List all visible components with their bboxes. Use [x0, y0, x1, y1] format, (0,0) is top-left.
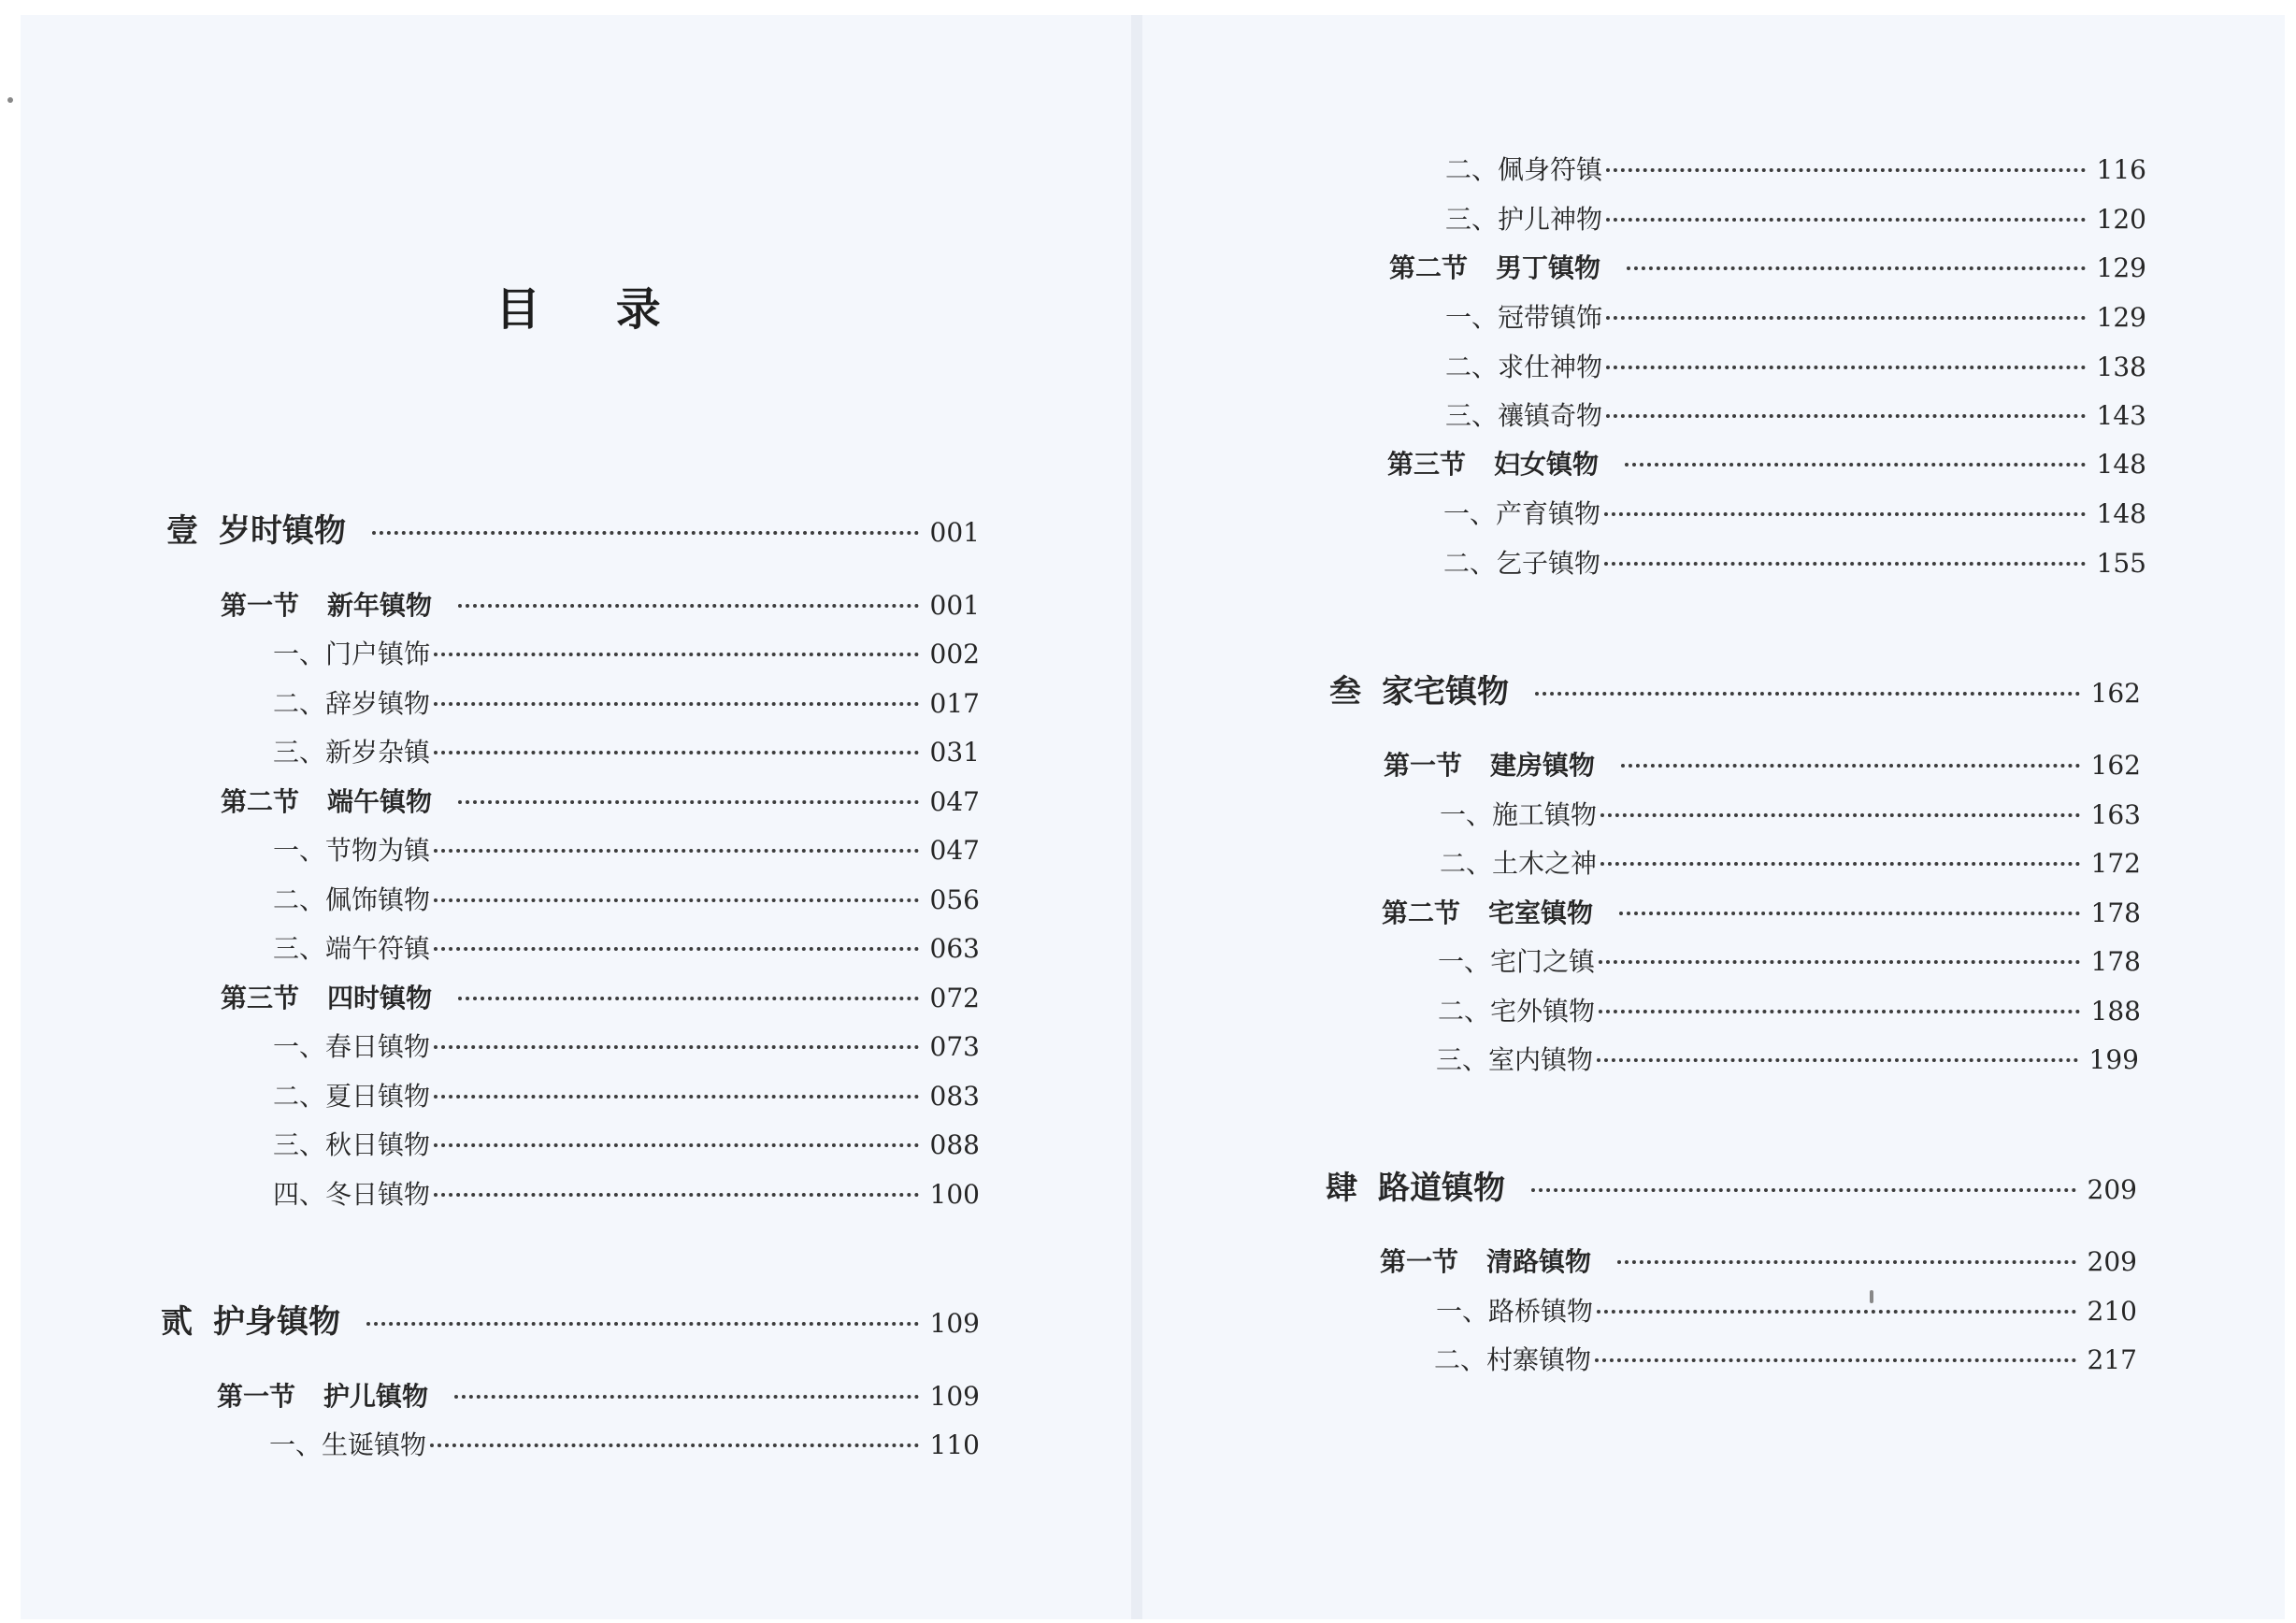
item-title: 冠带镇饰 [1498, 302, 1603, 333]
page-number: 056 [929, 884, 980, 915]
chapter-number: 肆 [1326, 1170, 1357, 1207]
item-title: 辞岁镇物 [325, 688, 431, 719]
toc-item-entry[interactable] [1438, 991, 2141, 1028]
dot-leader [1600, 862, 2080, 866]
dot-leader [372, 531, 919, 535]
page-number: 209 [2087, 1174, 2137, 1205]
page-number: 178 [2090, 946, 2141, 977]
chapter-title: 路道镇物 [1378, 1170, 1505, 1207]
item-number: 一、 [273, 835, 326, 866]
item-title: 宅外镇物 [1490, 996, 1596, 1027]
item-title: 产育镇物 [1496, 498, 1601, 529]
item-number: 二、 [273, 1081, 326, 1112]
page-number: 129 [2096, 302, 2146, 333]
dot-leader [434, 849, 919, 853]
toc-item-entry[interactable] [273, 928, 980, 966]
page-number: 188 [2090, 996, 2141, 1027]
toc-section-entry[interactable] [1380, 1242, 2137, 1279]
section-title: 宅室镇物 [1488, 898, 1594, 928]
dot-leader [434, 653, 919, 656]
section-title: 新年镇物 [327, 590, 433, 621]
toc-chapter-entry[interactable] [166, 505, 980, 551]
section-number: 第二节 [221, 786, 300, 817]
toc-item-entry[interactable] [1434, 1340, 2137, 1377]
toc-section-entry[interactable] [1387, 444, 2146, 481]
toc-item-entry[interactable] [1440, 843, 2141, 881]
dot-leader [1600, 813, 2080, 817]
toc-item-entry[interactable] [1445, 199, 2146, 237]
dot-leader [434, 1095, 919, 1099]
item-title: 宅门之镇 [1490, 946, 1596, 977]
toc-item-entry[interactable] [273, 1076, 980, 1113]
toc-item-entry[interactable] [1445, 150, 2146, 187]
chapter-title: 岁时镇物 [219, 512, 346, 550]
item-number: 一、 [1438, 946, 1491, 977]
item-number: 二、 [1438, 996, 1491, 1027]
section-number: 第一节 [221, 590, 300, 621]
toc-section-entry[interactable] [221, 978, 980, 1015]
page-number: 088 [929, 1129, 980, 1160]
page-number: 163 [2090, 799, 2141, 830]
page-number: 116 [2096, 154, 2146, 185]
item-number: 一、 [273, 639, 326, 669]
toc-chapter-entry[interactable] [1326, 1162, 2137, 1208]
page-number: 031 [929, 737, 980, 768]
toc-item-entry[interactable] [1436, 1040, 2139, 1077]
dot-leader [434, 702, 919, 706]
page-number: 047 [929, 835, 980, 866]
item-title: 节物为镇 [325, 835, 431, 866]
item-title: 夏日镇物 [325, 1081, 431, 1112]
toc-item-entry[interactable] [1436, 1291, 2137, 1329]
section-number: 第一节 [1384, 750, 1463, 781]
page-number: 155 [2096, 548, 2146, 579]
toc-item-entry[interactable] [1438, 941, 2141, 979]
dot-leader [434, 947, 919, 951]
section-title: 男丁镇物 [1496, 252, 1601, 283]
dot-leader [454, 1395, 919, 1399]
page-number: 001 [929, 590, 980, 621]
dot-leader [434, 1143, 919, 1147]
page-number: 109 [929, 1381, 980, 1412]
page-number: 178 [2090, 898, 2141, 928]
section-number: 第一节 [217, 1381, 296, 1412]
dot-leader [434, 1045, 919, 1049]
chapter-number: 壹 [166, 512, 198, 550]
toc-item-entry[interactable] [273, 880, 980, 917]
toc-title: 目 录 [495, 283, 691, 336]
dot-leader [434, 751, 919, 754]
dot-leader [1619, 912, 2080, 915]
toc-item-entry[interactable] [273, 683, 980, 721]
page-number: 217 [2087, 1344, 2137, 1375]
item-title: 护儿神物 [1498, 204, 1603, 235]
dot-leader [1599, 1010, 2080, 1013]
dot-leader [430, 1443, 919, 1447]
toc-item-entry[interactable] [1445, 347, 2146, 384]
page-number: 209 [2087, 1246, 2137, 1277]
item-number: 三、 [273, 1129, 326, 1160]
toc-section-entry[interactable] [1389, 248, 2146, 285]
item-title: 村寨镇物 [1486, 1344, 1592, 1375]
item-number: 二、 [1445, 154, 1499, 185]
item-number: 三、 [1445, 204, 1499, 235]
page-number: 143 [2096, 400, 2146, 431]
toc-section-entry[interactable] [221, 585, 980, 623]
dot-leader [458, 800, 919, 804]
toc-item-entry[interactable] [273, 1125, 980, 1162]
toc-section-entry[interactable] [1382, 893, 2141, 930]
page-number: 199 [2088, 1044, 2139, 1075]
toc-section-entry[interactable] [1384, 745, 2141, 783]
toc-item-entry[interactable] [273, 1174, 980, 1212]
item-number: 二、 [273, 688, 326, 719]
page-number: 162 [2090, 750, 2141, 781]
dot-leader [458, 997, 919, 1000]
item-title: 路桥镇物 [1488, 1296, 1594, 1327]
section-title: 端午镇物 [327, 786, 433, 817]
page-number: 110 [929, 1429, 980, 1460]
toc-chapter-entry[interactable] [1329, 666, 2141, 711]
dot-leader [1606, 316, 2086, 320]
page-number: 148 [2096, 449, 2146, 480]
section-title: 建房镇物 [1490, 750, 1596, 781]
item-number: 一、 [269, 1429, 323, 1460]
page-number: 129 [2096, 252, 2146, 283]
toc-item-entry[interactable] [1440, 795, 2141, 832]
section-number: 第三节 [221, 983, 300, 1013]
chapter-number: 贰 [161, 1303, 193, 1341]
toc-section-entry[interactable] [217, 1376, 980, 1414]
chapter-number: 叁 [1329, 673, 1361, 711]
page-number: 063 [929, 933, 980, 964]
section-title: 清路镇物 [1486, 1246, 1592, 1277]
section-number: 第一节 [1380, 1246, 1459, 1277]
section-number: 第三节 [1387, 449, 1467, 480]
dot-leader [1606, 366, 2086, 369]
item-title: 新岁杂镇 [325, 737, 431, 768]
page-number: 138 [2096, 352, 2146, 382]
section-number: 第二节 [1389, 252, 1469, 283]
item-title: 冬日镇物 [325, 1179, 431, 1210]
toc-item-entry[interactable] [273, 732, 980, 769]
item-title: 求仕神物 [1498, 352, 1603, 382]
dot-leader [1604, 512, 2086, 516]
item-title: 生诞镇物 [322, 1429, 427, 1460]
page-number: 210 [2087, 1296, 2137, 1327]
item-number: 二、 [273, 884, 326, 915]
dot-leader [1535, 692, 2080, 696]
dot-leader [1597, 1310, 2076, 1314]
page-number: 073 [929, 1031, 980, 1062]
book-gutter [1131, 15, 1142, 1619]
item-number: 一、 [1436, 1296, 1489, 1327]
item-title: 施工镇物 [1492, 799, 1598, 830]
toc-item-entry[interactable] [1445, 297, 2146, 335]
dot-leader [434, 898, 919, 902]
chapter-title: 护身镇物 [213, 1303, 340, 1341]
item-number: 一、 [273, 1031, 326, 1062]
section-number: 第二节 [1382, 898, 1461, 928]
dot-leader [434, 1193, 919, 1197]
item-number: 三、 [273, 737, 326, 768]
dot-leader [1606, 168, 2086, 172]
chapter-title: 家宅镇物 [1382, 673, 1509, 711]
dot-leader [1617, 1260, 2076, 1264]
page-number: 017 [929, 688, 980, 719]
toc-item-entry[interactable] [273, 634, 980, 671]
dot-leader [1597, 1058, 2078, 1062]
page-number: 120 [2096, 204, 2146, 235]
item-number: 三、 [273, 933, 326, 964]
scan-speck [7, 97, 13, 103]
item-title: 乞子镇物 [1496, 548, 1601, 579]
section-title: 妇女镇物 [1494, 449, 1600, 480]
toc-item-entry[interactable] [269, 1425, 980, 1462]
dot-leader [1606, 414, 2086, 418]
dot-leader [1625, 463, 2086, 467]
dot-leader [1604, 562, 2086, 566]
page-number: 047 [929, 786, 980, 817]
page-number: 100 [929, 1179, 980, 1210]
page-number: 083 [929, 1081, 980, 1112]
section-title: 护儿镇物 [323, 1381, 429, 1412]
toc-item-entry[interactable] [1443, 494, 2146, 531]
section-title: 四时镇物 [327, 983, 433, 1013]
dot-leader [458, 604, 919, 608]
dot-leader [1599, 960, 2080, 964]
item-number: 二、 [1434, 1344, 1487, 1375]
page-number: 002 [929, 639, 980, 669]
item-title: 秋日镇物 [325, 1129, 431, 1160]
item-title: 端午符镇 [325, 933, 431, 964]
item-number: 三、 [1436, 1044, 1489, 1075]
page-number: 148 [2096, 498, 2146, 529]
toc-chapter-entry[interactable] [161, 1296, 980, 1342]
item-title: 佩饰镇物 [325, 884, 431, 915]
page-number: 109 [929, 1308, 980, 1339]
toc-item-entry[interactable] [273, 1027, 980, 1064]
item-number: 二、 [1443, 548, 1497, 579]
toc-item-entry[interactable] [1443, 543, 2146, 581]
page-number: 172 [2090, 848, 2141, 879]
item-title: 室内镇物 [1488, 1044, 1594, 1075]
item-number: 一、 [1445, 302, 1499, 333]
item-number: 二、 [1445, 352, 1499, 382]
toc-section-entry[interactable] [221, 782, 980, 819]
item-number: 三、 [1445, 400, 1499, 431]
dot-leader [1621, 764, 2080, 768]
item-title: 禳镇奇物 [1498, 400, 1603, 431]
toc-item-entry[interactable] [273, 830, 980, 868]
item-number: 一、 [1440, 799, 1493, 830]
dot-leader [366, 1322, 919, 1326]
dot-leader [1606, 218, 2086, 222]
item-title: 佩身符镇 [1498, 154, 1603, 185]
item-title: 春日镇物 [325, 1031, 431, 1062]
dot-leader [1531, 1188, 2076, 1192]
dot-leader [1595, 1358, 2076, 1362]
item-number: 四、 [273, 1179, 326, 1210]
item-title: 门户镇饰 [325, 639, 431, 669]
item-number: 二、 [1440, 848, 1493, 879]
page-number: 072 [929, 983, 980, 1013]
page-number: 162 [2090, 678, 2141, 709]
item-number: 一、 [1443, 498, 1497, 529]
toc-item-entry[interactable] [1445, 395, 2146, 433]
dot-leader [1627, 266, 2086, 270]
page-number: 001 [929, 517, 980, 548]
item-title: 土木之神 [1492, 848, 1598, 879]
